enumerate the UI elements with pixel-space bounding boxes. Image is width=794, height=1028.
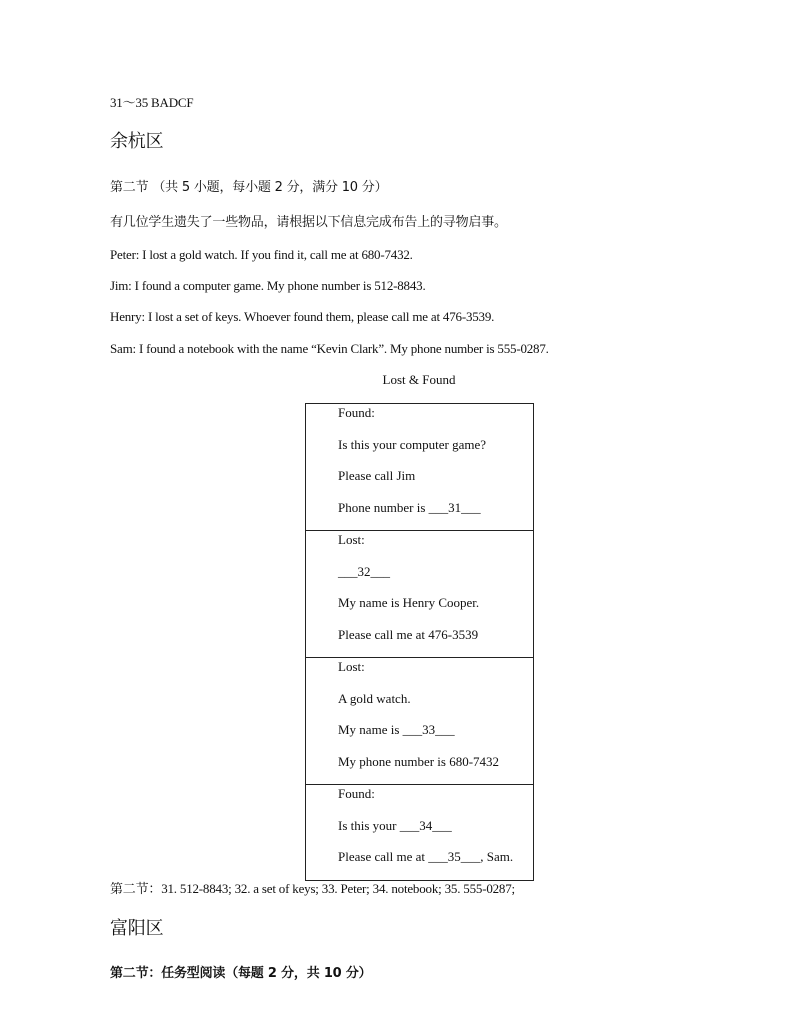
board-line: My name is Henry Cooper. (338, 595, 480, 610)
note-jim: Jim: I found a computer game. My phone number is 512-8843. (110, 278, 426, 293)
board-line: Found: (338, 786, 375, 801)
instruction-text: 有几位学生遗失了一些物品，请根据以下信息完成布告上的寻物启事。 (110, 215, 507, 230)
answers-line: 第二节：31. 512-8843; 32. a set of keys; 33. Peter; 34. notebook; 35. 555-0287; (110, 881, 515, 896)
board-cell (306, 785, 534, 881)
board-line: Lost: (338, 659, 365, 674)
lost-found-board (305, 403, 534, 881)
board-line: A gold watch. (338, 690, 411, 706)
board-row (306, 404, 534, 531)
board-line: Please call me at 476-3539 (338, 626, 479, 642)
board-row (306, 531, 534, 658)
board-line: Is this your ___34___ (338, 817, 452, 833)
board-row (306, 785, 534, 881)
board-line: My name is ___33___ (338, 722, 455, 737)
board-line: Please call Jim (338, 468, 416, 483)
board-line: Is this your computer game? (338, 436, 487, 452)
board-row (306, 658, 534, 785)
board-line: Found: (338, 405, 375, 420)
board-cell (306, 658, 534, 785)
header-answers: 31～35 BADCF (110, 95, 194, 110)
section-title: 第二节 （共 5 小题，每小题 2 分，满分 10 分） (110, 180, 388, 195)
board-line: Lost: (338, 532, 365, 547)
board-line: Phone number is ___31___ (338, 499, 481, 515)
section2-title: 第二节：任务型阅读（每题 2 分，共 10 分） (110, 966, 372, 981)
board-line: My phone number is 680-7432 (338, 753, 500, 769)
board-cell (306, 404, 534, 531)
board-line: ___32___ (338, 563, 390, 579)
district-heading-fuyang: 富阳区 (110, 918, 164, 939)
note-henry: Henry: I lost a set of keys. Whoever found them, please call me at 476-3539. (110, 309, 495, 324)
board-line: Please call me at ___35___, Sam. (338, 849, 514, 864)
board-title: Lost & Found (382, 372, 456, 387)
note-peter: Peter: I lost a gold watch. If you find it, call me at 680-7432. (110, 247, 413, 262)
note-sam: Sam: I found a notebook with the name “Kevin Clark”. My phone number is 555-0287. (110, 341, 549, 356)
board-cell (306, 531, 534, 658)
district-heading-yuhang: 余杭区 (110, 131, 164, 152)
